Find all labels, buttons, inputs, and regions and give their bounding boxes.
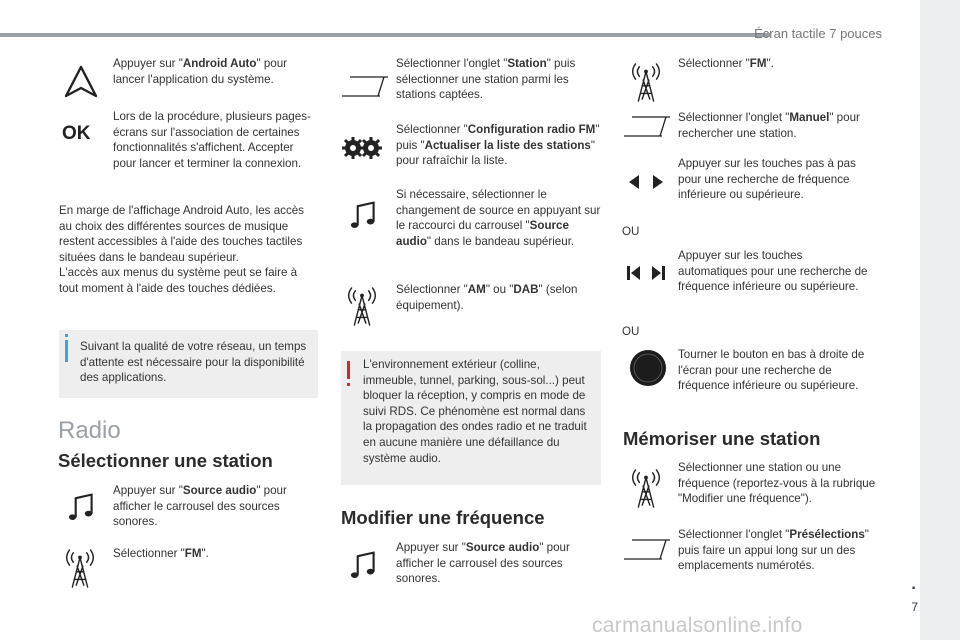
memorise-station-heading: Mémoriser une station [623,428,821,449]
radio-heading: Radio [58,417,121,444]
page-marker: . [911,576,916,593]
info-icon [65,340,68,362]
or-separator: OU [622,325,640,338]
antenna-icon [342,284,382,328]
change-source-instruction: Si nécessaire, sélectionner le changement de source en appuyant sur le raccourci du carrousel "Source audio" dans le bandeau supérieur. [396,188,601,248]
ok-icon: OK [62,123,91,144]
section-title: Écran tactile 7 pouces [754,26,882,41]
select-station-instruction: Sélectionner une station ou une fréquence (reportez-vous à la rubrique "Modifier une fréquence"). [678,461,876,506]
step-arrows-icon [628,173,664,191]
manual-tab-icon [622,114,672,138]
page-sidebar [920,0,960,640]
auto-keys-instruction: Appuyer sur les touches automatiques pour une recherche de fréquence inférieure ou supérieure. [678,249,868,294]
manual-tab-instruction: Sélectionner l'onglet "Manuel" pour rechercher une station. [678,111,860,140]
source-audio-instruction: Appuyer sur "Source audio" pour afficher le carrousel des sources sonores. [113,484,287,529]
warning-note-text: L'environnement extérieur (colline, immeuble, tunnel, parking, sous-sol...) peut bloquer la réception, y compris en mode de suivi RDS. Ce phénomène est normal dans la propagation des ondes radio et ne traduit en aucune manière une défaillance du système audio. [363,358,587,465]
settings-gears-icon [341,133,383,163]
step-keys-instruction: Appuyer sur les touches pas à pas pour une recherche de fréquence inférieure ou supérieure. [678,157,856,202]
watermark: carmanualsonline.info [592,614,803,637]
music-note-icon [64,490,98,524]
music-note-icon [346,198,380,232]
music-note-icon [346,548,380,582]
info-note [59,330,318,398]
page-number-value: 7 [911,600,918,614]
android-auto-icon [60,62,102,104]
warning-icon [347,361,350,379]
modify-frequency-heading: Modifier une fréquence [341,507,545,528]
antenna-icon [626,466,666,510]
select-fm-instruction: Sélectionner "FM". [113,547,209,560]
android-auto-paragraph [59,203,319,297]
android-auto-instruction: Appuyer sur "Android Auto" pour lancer l'application du système. [113,57,288,86]
antenna-icon [60,546,100,590]
seek-arrows-icon [626,264,666,282]
info-note-text: Suivant la qualité de votre réseau, un temps d'attente est nécessaire pour la disponibilité des applications. [80,340,307,385]
station-tab-instruction: Sélectionner l'onglet "Station" puis sélectionner une station parmi les stations captées. [396,57,576,102]
or-separator: OU [622,225,640,238]
header-rule [0,33,770,37]
knob-instruction: Tourner le bouton en bas à droite de l'écran pour une recherche de fréquence inférieure ou supérieure. [678,348,865,393]
warning-note [341,351,601,485]
am-dab-instruction: Sélectionner "AM" ou "DAB" (selon équipement). [396,283,578,312]
antenna-icon [626,60,666,104]
knob-icon [628,348,668,388]
select-fm-instruction-2: Sélectionner "FM". [678,57,774,70]
select-station-heading: Sélectionner une station [58,450,273,471]
presets-instruction: Sélectionner l'onglet "Présélections" puis faire un appui long sur un des emplacements numérotés. [678,528,869,573]
config-radio-instruction: Sélectionner "Configuration radio FM" puis "Actualiser la liste des stations" pour rafraîchir la liste. [396,123,600,168]
ok-instruction: Lors de la procédure, plusieurs pages-écrans sur l'association de certaines fonctionnalités s'affichent. Accepter pour lancer et terminer la connexion. [113,110,311,170]
paragraph-sources: En marge de l'affichage Android Auto, les accès au choix des différentes sources de musique restent accessibles à l'aide des touches tactiles situées dans le bandeau supérieur. [59,204,304,264]
page-number [911,576,918,614]
presets-tab-icon [622,537,672,561]
source-audio-instruction-2: Appuyer sur "Source audio" pour afficher le carrousel des sources sonores. [396,541,570,586]
station-tab-icon [340,74,390,98]
paragraph-menus: L'accès aux menus du système peut se faire à tout moment à l'aide des touches dédiées. [59,266,298,295]
